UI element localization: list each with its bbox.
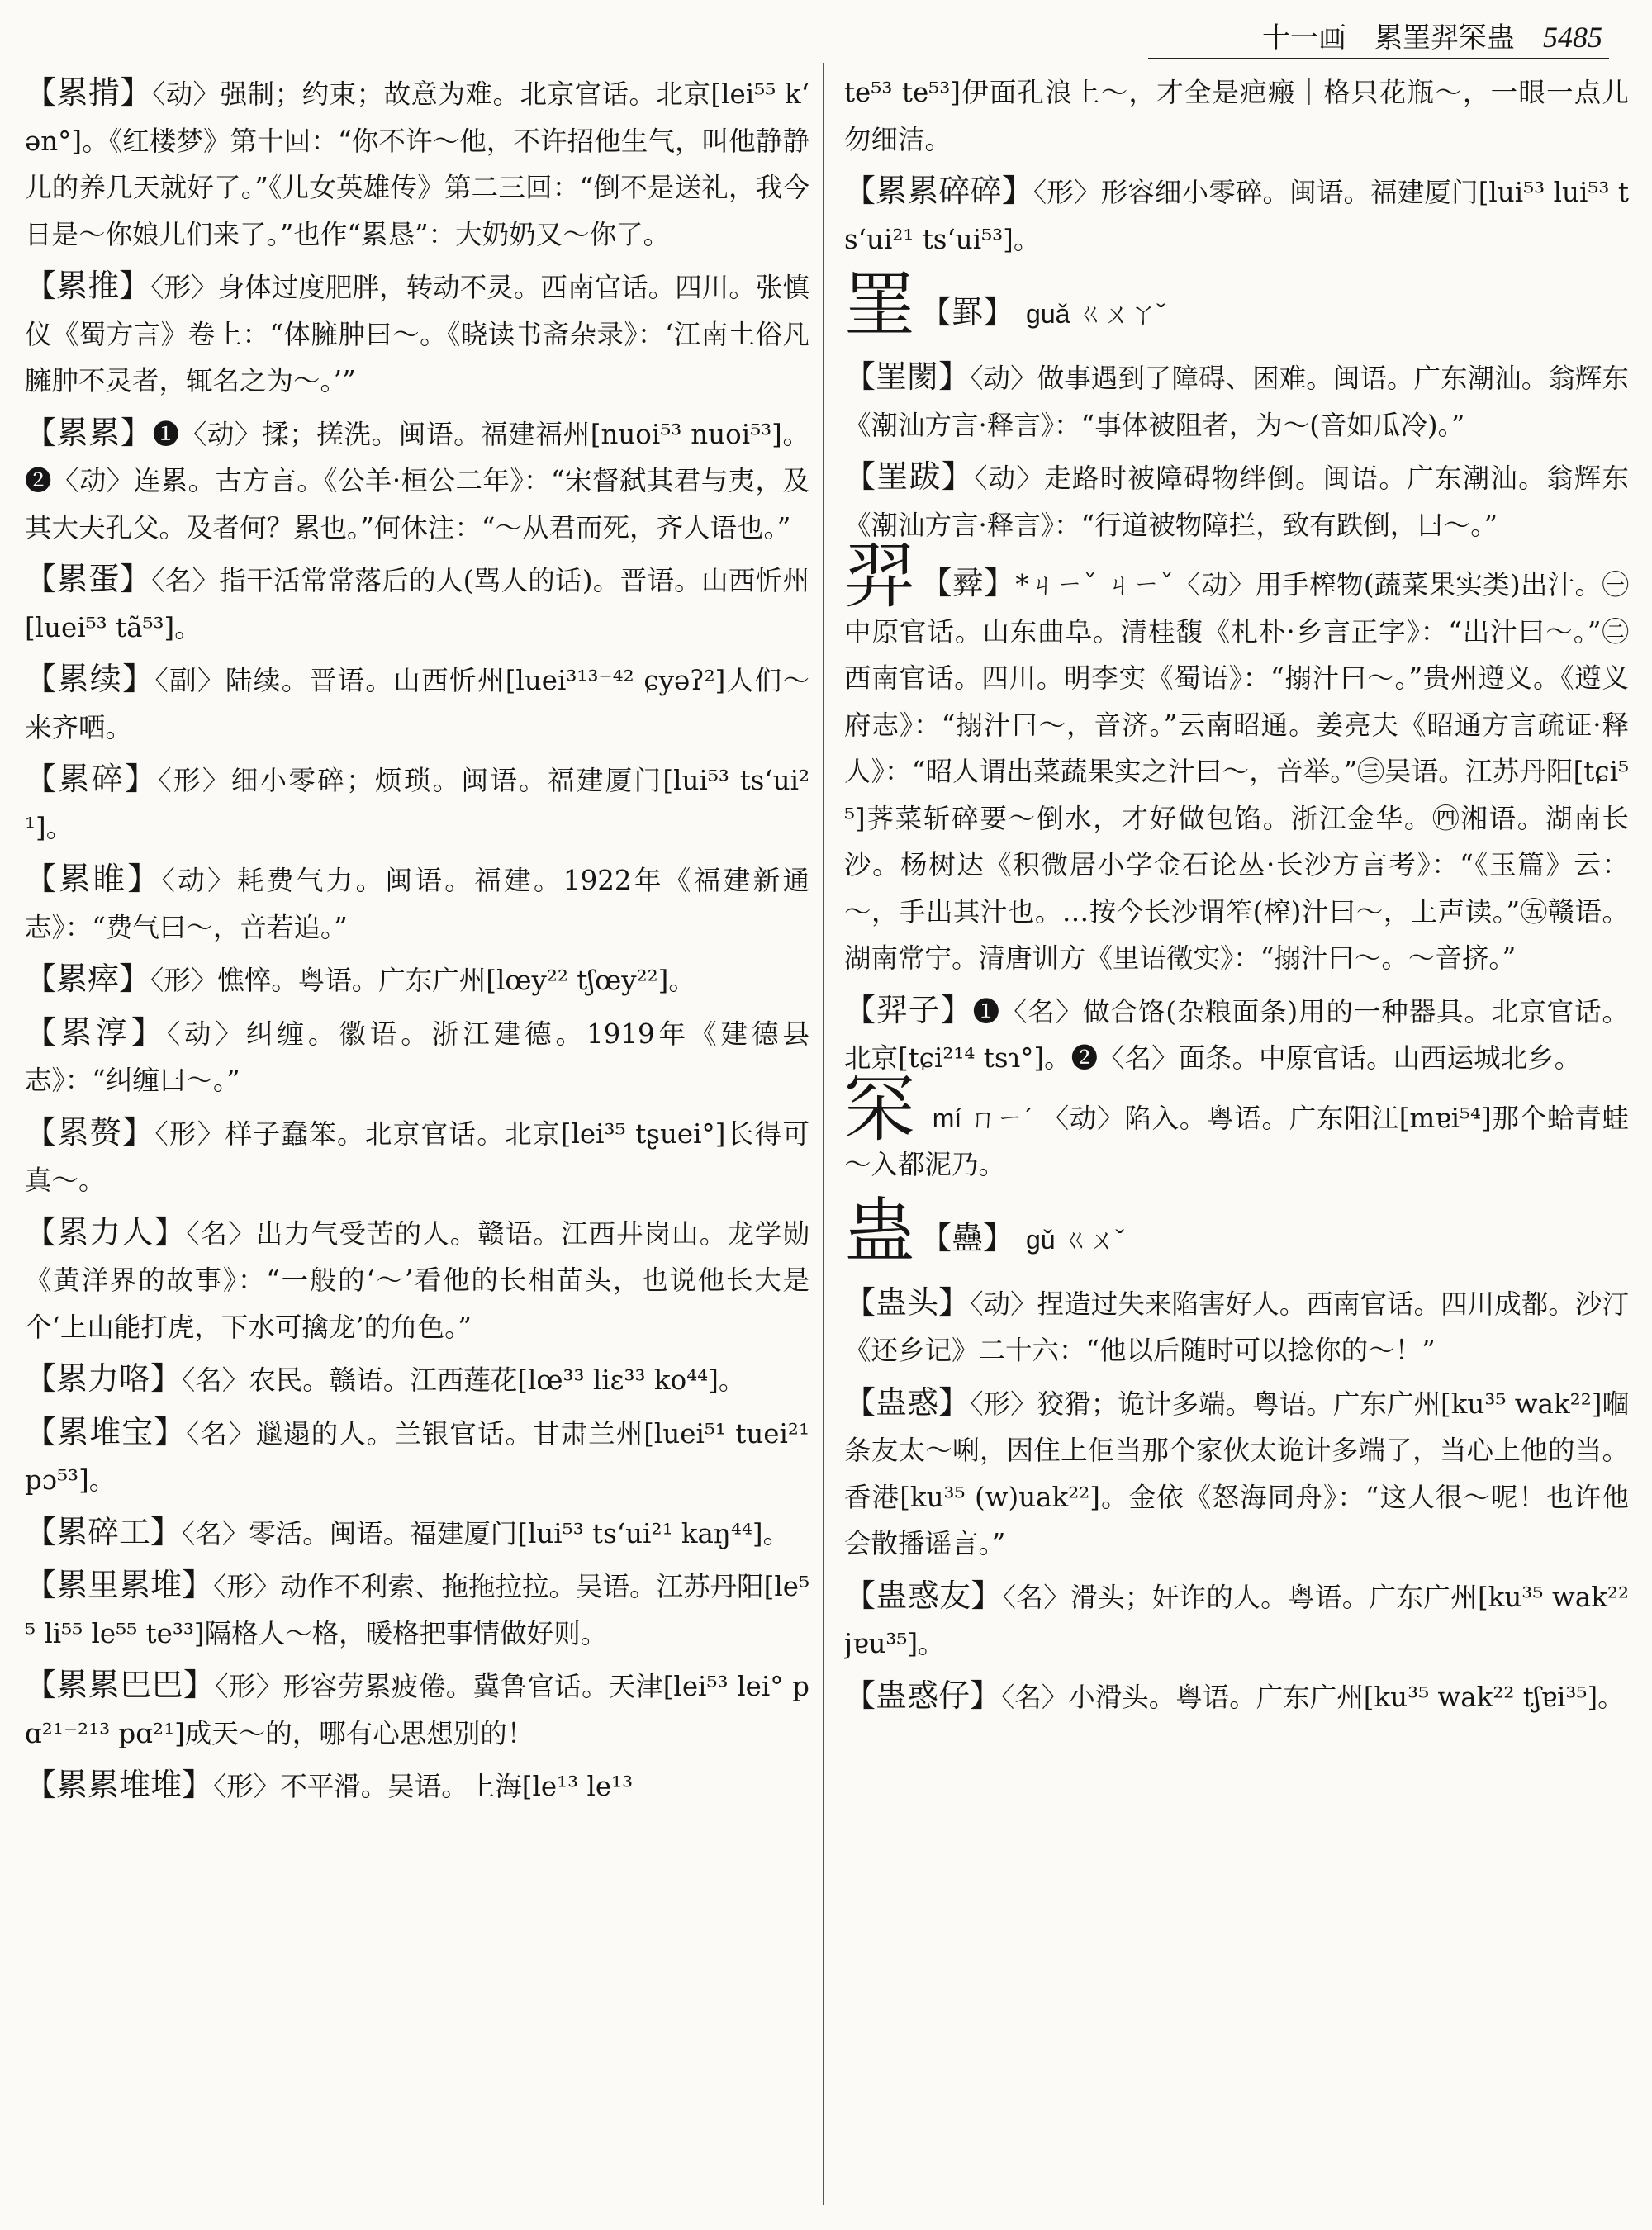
entry-definition: 〈形〉样子蠢笨。北京官话。北京[lei³⁵ tʂuei°]长得可真～。 bbox=[25, 1117, 809, 1196]
dictionary-entry bbox=[844, 1379, 1629, 1568]
entry-headword: 【累推】 bbox=[25, 268, 151, 304]
entry-definition: *ㄐㄧˇ ㄐㄧˇ〈动〉用手榨物(蔬菜果实类)出汁。㊀中原官话。山东曲阜。清桂馥《札朴·乡言正字》：“出汁曰～。”㊁西南官话。四川。明李实《蜀语》：“搦汁曰～。”贵州遵义。《遵义府志》：“搦汁曰～，音济。”云南昭通。姜亮夫《昭通方言疏证·释人》：“昭人谓出菜蔬果实之汁曰～，音举。”㊂吴语。江苏丹阳[tɕi⁵⁵]荠菜斩碎要～倒水，才好做包馅。浙江金华。㊃湘语。湖南长沙。杨树达《积微居小学金石论丛·长沙方言考》：“《玉篇》云：～，手出其汁也。…按今长沙谓笮(榨)汁曰～，上声读。”㊄赣语。湖南常宁。清唐训方《里语徵实》：“搦汁曰～。～音挤。” bbox=[844, 569, 1629, 974]
header-characters: 累罣羿罙蛊 bbox=[1374, 21, 1515, 55]
entry-headword: 【累睢】 bbox=[25, 861, 162, 897]
entry-definition: ❶〈动〉揉；搓洗。闽语。福建福州[nuoi⁵³ nuoi⁵³]。❷〈动〉连累。古方言。《公羊·桓公二年》：“宋督弑其君与夷，及其大夫孔父。及者何？累也。”何休注：“～从君而死，齐人语也。” bbox=[25, 418, 809, 543]
entry-headword: 【罣閡】 bbox=[844, 358, 971, 395]
traditional-form: 【罫】 bbox=[920, 294, 1015, 330]
head-character: 罙 bbox=[844, 1068, 916, 1151]
entry-definition: ❶〈名〉做合饹(杂粮面条)用的一种器具。北京官话。北京[tɕi²¹⁴ tsɿ°]。❷〈名〉面条。中原官话。山西运城北乡。 bbox=[844, 995, 1629, 1074]
dictionary-entry bbox=[25, 1662, 809, 1757]
entry-definition: 〈形〉憔悴。粤语。广东广州[lœy²² tʃœy²²]。 bbox=[150, 965, 695, 996]
entry-definition: 〈名〉滑头；奸诈的人。粤语。广东广州[ku³⁵ wak²² jɐu³⁵]。 bbox=[844, 1581, 1629, 1659]
entry-definition: 〈动〉捏造过失来陷害好人。西南官话。四川成都。沙汀《还乡记》二十六：“他以后随时可以捻你的～！” bbox=[844, 1288, 1629, 1366]
entry-headword: 【累赘】 bbox=[25, 1113, 155, 1151]
dictionary-entry bbox=[25, 1355, 809, 1404]
dictionary-entry bbox=[25, 263, 809, 405]
entry-headword: 【累力咯】 bbox=[25, 1360, 183, 1397]
entry-headword: 【蛊惑仔】 bbox=[844, 1677, 1002, 1714]
entry-headword: 【累碎】 bbox=[25, 761, 159, 797]
entry-headword: 【累蛋】 bbox=[25, 561, 152, 597]
entry-definition: 〈形〉细小零碎；烦琐。闽语。福建厦门[lui⁵³ tsʻui²¹]。 bbox=[25, 765, 809, 843]
entry-definition: 〈形〉动作不利索、拖拖拉拉。吴语。江苏丹阳[le⁵⁵ li⁵⁵ le⁵⁵ te³³]隔格人～格，暖格把事情做好则。 bbox=[25, 1571, 809, 1649]
dictionary-entry bbox=[844, 1672, 1629, 1721]
entry-headword: 【累累碎碎】 bbox=[844, 173, 1033, 209]
dictionary-entry bbox=[25, 1109, 809, 1204]
entry-definition: 〈动〉强制；约束；故意为难。北京官话。北京[lei⁵⁵ kʻən°]。《红楼梦》第十回：“你不许～他，不许招他生气，叫他静静儿的养几天就好了。”《儿女英雄传》第二三回：“倒不是送礼，我今日是～你娘儿们来了。”也作“累恳”：大奶奶又～你了。 bbox=[25, 78, 809, 250]
head-character: 蛊 bbox=[844, 1189, 915, 1273]
entry-headword: 【罣跋】 bbox=[844, 458, 975, 495]
entry-definition: 〈形〉狡猾；诡计多端。粤语。广东广州[ku³⁵ wak²²]嗰条友太～唎，因住上佢当那个家伙太诡计多端了，当心上他的当。香港[ku³⁵ (w)uak²²]。金依《怒海同舟》：“这人很～呢！也许他会散播谣言。” bbox=[844, 1388, 1629, 1559]
dictionary-entry bbox=[25, 856, 809, 951]
pronunciation: mí ㄇㄧˊ bbox=[932, 1103, 1033, 1133]
entry-definition: 〈形〉形容劳累疲倦。冀鲁官话。天津[lei⁵³ lei° pɑ²¹⁻²¹³ pɑ²¹]成天～的，哪有心思想别的！ bbox=[25, 1671, 809, 1749]
left-column bbox=[25, 69, 809, 2213]
entry-headword: 【累累巴巴】 bbox=[25, 1667, 216, 1703]
dictionary-entry bbox=[25, 1209, 809, 1351]
dictionary-entry bbox=[844, 1279, 1629, 1374]
dictionary-entry bbox=[25, 756, 809, 851]
entry-headword: 【累力人】 bbox=[25, 1213, 187, 1250]
traditional-form: 【彛】 bbox=[920, 565, 1016, 601]
right-column bbox=[844, 69, 1629, 2213]
dictionary-entry bbox=[25, 69, 809, 258]
entry-headword: 【累掯】 bbox=[25, 74, 152, 111]
entry-headword: 【累续】 bbox=[25, 661, 155, 697]
entry-definition: 〈名〉小滑头。粤语。广东广州[ku³⁵ wak²² tʃɐi³⁵]。 bbox=[1001, 1681, 1625, 1713]
entry-headword: 【累里累堆】 bbox=[25, 1567, 214, 1603]
character-heading bbox=[844, 1189, 1629, 1278]
entry-headword: 【蛊头】 bbox=[844, 1283, 971, 1321]
dictionary-entry bbox=[25, 410, 809, 552]
dictionary-entry bbox=[25, 1009, 809, 1104]
dictionary-entry bbox=[844, 987, 1629, 1082]
character-entry bbox=[844, 1068, 1629, 1189]
head-character: 罣 bbox=[844, 264, 915, 347]
entry-definition: te⁵³ te⁵³]伊面孔浪上～，才全是疤瘢｜格只花瓶～，一眼一点儿勿细洁。 bbox=[844, 77, 1629, 155]
character-entry bbox=[844, 535, 1629, 982]
pronunciation: gǔ ㄍㄨˇ bbox=[1026, 1224, 1125, 1255]
entry-definition: 〈名〉出力气受苦的人。赣语。江西井岗山。龙学勋《黄洋界的故事》：“一般的‘～’看他的长相苗头，也说他长大是个‘上山能打虎，下水可擒龙’的角色。” bbox=[25, 1217, 809, 1343]
entry-headword: 【蛊惑友】 bbox=[844, 1577, 1003, 1614]
entry-headword: 【累淳】 bbox=[25, 1013, 167, 1051]
entry-definition: 〈名〉邋遢的人。兰银官话。甘肃兰州[luei⁵¹ tuei²¹ pɔ⁵³]。 bbox=[25, 1417, 809, 1496]
dictionary-entry bbox=[25, 1562, 809, 1657]
page-number: 5485 bbox=[1543, 21, 1602, 54]
entry-definition: 〈动〉纠缠。徽语。浙江建德。1919年《建德县志》：“纠缠曰～。” bbox=[25, 1018, 809, 1096]
entry-headword: 【累碎工】 bbox=[25, 1513, 183, 1550]
entry-headword: 【羿子】 bbox=[844, 991, 973, 1028]
entry-headword: 【累累】 bbox=[25, 414, 153, 451]
entry-definition: 〈动〉走路时被障碍物绊倒。闽语。广东潮汕。翁辉东《潮汕方言·释言》：“行道被物障拦，致有跌倒，曰～。” bbox=[844, 463, 1629, 541]
entry-definition: 〈形〉身体过度肥胖，转动不灵。西南官话。四川。张慎仪《蜀方言》卷上：“体臃肿曰～。《晓读书斋杂录》：‘江南土俗凡臃肿不灵者，辄名之为～。’” bbox=[25, 272, 809, 396]
entry-headword: 【累堆宝】 bbox=[25, 1413, 187, 1450]
entry-headword: 【累瘁】 bbox=[25, 961, 151, 997]
entry-definition: 〈形〉不平滑。吴语。上海[le¹³ le¹³ bbox=[213, 1771, 634, 1802]
dictionary-entry bbox=[844, 69, 1629, 163]
character-heading bbox=[844, 264, 1629, 352]
dictionary-entry bbox=[25, 956, 809, 1004]
entry-definition: 〈动〉做事遇到了障碍、困难。闽语。广东潮汕。翁辉东《潮汕方言·释言》：“事体被阻者，为～(音如瓜冷)。” bbox=[844, 363, 1629, 441]
entry-definition: 〈名〉农民。赣语。江西莲花[lœ³³ liɛ³³ ko⁴⁴]。 bbox=[182, 1364, 746, 1396]
head-character: 羿 bbox=[844, 535, 916, 618]
dictionary-entry bbox=[25, 1409, 809, 1504]
entry-definition: 〈形〉形容细小零碎。闽语。福建厦门[lui⁵³ lui⁵³ tsʻui²¹ tsʻui⁵³]。 bbox=[844, 177, 1629, 255]
dictionary-entry bbox=[844, 1573, 1629, 1668]
pronunciation: guǎ ㄍㄨㄚˇ bbox=[1026, 299, 1165, 329]
dictionary-entry bbox=[25, 1509, 809, 1558]
entry-definition: 〈副〉陆续。晋语。山西忻州[luei³¹³⁻⁴² ɕyəʔ²]人们～来齐哂。 bbox=[25, 665, 809, 743]
page-header bbox=[1148, 15, 1602, 55]
column-divider bbox=[823, 63, 824, 2205]
dictionary-entry bbox=[25, 556, 809, 651]
header-rule bbox=[1148, 58, 1609, 59]
dictionary-entry bbox=[25, 1762, 809, 1810]
dictionary-entry bbox=[844, 353, 1629, 448]
stroke-count-label: 十一画 bbox=[1262, 21, 1346, 55]
dictionary-entry bbox=[844, 453, 1629, 548]
dictionary-entry bbox=[844, 168, 1629, 263]
dictionary-entry bbox=[25, 656, 809, 751]
entry-definition: 〈动〉陷入。粤语。广东阳江[mɐi⁵⁴]那个蛤青蛙～入都泥乃。 bbox=[844, 1102, 1629, 1180]
entry-definition: 〈名〉指干活常常落后的人(骂人的话)。晋语。山西忻州[luei⁵³ tã⁵³]。 bbox=[25, 565, 809, 643]
entry-definition: 〈名〉零活。闽语。福建厦门[lui⁵³ tsʻui²¹ kaŋ⁴⁴]。 bbox=[182, 1517, 790, 1549]
entry-headword: 【累累堆堆】 bbox=[25, 1767, 214, 1803]
entry-headword: 【蛊惑】 bbox=[844, 1383, 971, 1421]
entry-definition: 〈动〉耗费气力。闽语。福建。1922年《福建新通志》：“费气曰～，音若追。” bbox=[25, 865, 809, 943]
traditional-form: 【蠱】 bbox=[920, 1219, 1015, 1256]
